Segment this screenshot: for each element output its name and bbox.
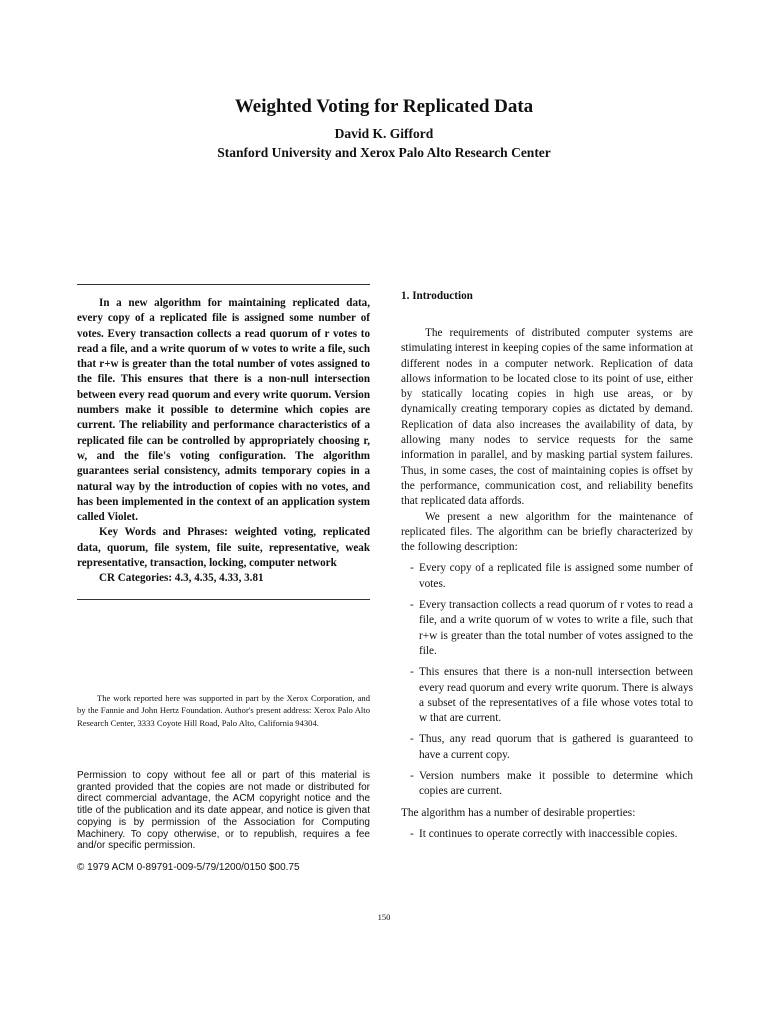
right-column — [401, 290, 693, 848]
list-item — [401, 598, 693, 659]
list-item-text: Every transaction collects a read quorum of r votes to read a file, and a write quorum of w votes to write a file, such that r+w is greater than the total number of votes assigned to the file. — [419, 599, 693, 657]
abstract-keywords: Key Words and Phrases: weighted voting, replicated data, quorum, file system, file suite, representative, weak representative, transaction, locking, computer network — [77, 526, 370, 570]
section-heading-introduction: 1. Introduction — [401, 290, 473, 302]
introduction-paragraph-1: The requirements of distributed computer systems are stimulating interest in keeping copies of the same information at different nodes in a computer network. Replication of data allows information to be located close to its point of use, either by statically locating copies in high use areas, or by dynamically creating temporary copies as dictated by demand. Replication of data also increases the availability of data, by allowing many nodes to service requests for the same information in parallel, and by masking partial system failures. Thus, in some cases, the cost of maintaining copies is offset by the performance, communication cost, and reliability benefits that replicated data affords. — [401, 327, 693, 508]
author-affiliation: Stanford University and Xerox Palo Alto Research Center — [217, 145, 551, 160]
list-item-text: Version numbers make it possible to determine which copies are current. — [419, 770, 693, 798]
abstract-bottom-rule — [77, 599, 370, 600]
list-item — [401, 769, 693, 800]
left-column — [77, 284, 370, 600]
permission-notice — [77, 770, 370, 852]
dash-bullet: - — [410, 599, 414, 612]
dash-bullet: - — [410, 733, 414, 746]
page-number: 150 — [377, 912, 391, 922]
list-item — [401, 665, 693, 726]
list-item — [401, 561, 693, 592]
abstract-text: In a new algorithm for maintaining replicated data, every copy of a replicated file is assigned some number of votes. Every transaction collects a read quorum of r votes to read a file, and a write quorum of w votes to write a file, such that r+w is greater than the total number of votes assigned to the file. This ensures that there is a non-null intersection between every read quorum and every write quorum. Version numbers make it possible to determine which copies are current. The reliability and performance characteristics of a replicated file can be controlled by appropriately choosing r, w, and the file's voting configuration. The algorithm guarantees serial consistency, admits temporary copies in a natural way by the introduction of copies with no votes, and has been implemented in the context of an application system called Violet. — [77, 297, 370, 524]
dash-bullet: - — [410, 666, 414, 679]
permission-text: Permission to copy without fee all or part of this material is granted provided that the copies are not made or distributed for direct commercial advantage, the ACM copyright notice and the title of the publication and its date appear, and notice is given that copying is by permission of the Association for Computing Machinery. To copy otherwise, or to republish, requires a fee and/or specific permission. — [77, 770, 370, 852]
list-item-text: This ensures that there is a non-null intersection between every read quorum and every write quorum. There is always a subset of the representatives of a file whose votes total to w that are current. — [419, 666, 693, 725]
list-item-text: Thus, any read quorum that is gathered is guaranteed to have a current copy. — [419, 733, 693, 761]
abstract-cr-categories: CR Categories: 4.3, 4.35, 4.33, 3.81 — [99, 572, 264, 585]
abstract — [77, 296, 370, 587]
paper-title: Weighted Voting for Replicated Data — [234, 96, 534, 117]
list-item-text: Every copy of a replicated file is assigned some number of votes. — [419, 562, 693, 590]
algorithm-description-list — [401, 561, 693, 799]
properties-intro: The algorithm has a number of desirable properties: — [401, 806, 636, 819]
paper-header — [0, 96, 768, 161]
introduction-paragraph-2: We present a new algorithm for the maintenance of replicated files. The algorithm can be briefly characterized by the following description: — [401, 510, 693, 554]
introduction-body — [401, 326, 693, 842]
dash-bullet: - — [410, 827, 414, 840]
list-item — [401, 827, 693, 842]
copyright-line: © 1979 ACM 0-89791-009-5/79/1200/0150 $00.75 — [77, 862, 300, 873]
author-name: David K. Gifford — [334, 126, 434, 141]
list-item — [401, 732, 693, 763]
properties-list — [401, 827, 693, 842]
list-item-text: It continues to operate correctly with inaccessible copies. — [419, 827, 678, 840]
abstract-top-rule — [77, 284, 370, 285]
dash-bullet: - — [410, 562, 414, 575]
dash-bullet: - — [410, 770, 414, 783]
footnote-text: The work reported here was supported in part by the Xerox Corporation, and by the Fannie and John Hertz Foundation. Author's present address: Xerox Palo Alto Research Center, 3333 Coyote Hill Road, Palo Alto, California 94304. — [77, 693, 370, 728]
footnote — [77, 692, 370, 729]
